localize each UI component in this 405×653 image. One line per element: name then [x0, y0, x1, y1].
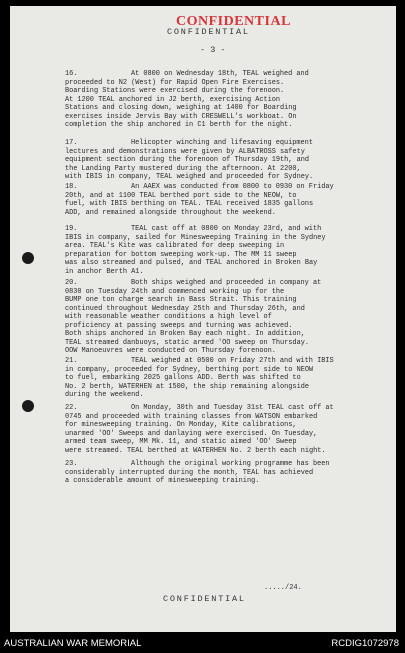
paragraph-line: with reasonable weather conditions a high level of	[65, 313, 272, 321]
paragraph	[65, 460, 383, 486]
paragraph-line: On Monday, 30th and Tuesday 31st TEAL cast off at	[131, 404, 334, 412]
classification-footer: CONFIDENTIAL	[163, 594, 246, 604]
paragraph-number: 20.	[65, 279, 78, 287]
paragraph-line: BUMP one ton charge search in Bass Strait. This training	[65, 296, 297, 304]
paragraph-line: a considerable amount of minesweeping training.	[65, 477, 260, 485]
paragraph-line: equipment section during the forenoon of Thursday 19th, and	[65, 156, 309, 164]
paragraph-line: ADD, and remained alongside throughout the weekend.	[65, 208, 276, 217]
paragraph-line: was also streamed and pulsed, and TEAL anchored in Broken Bay	[65, 259, 318, 267]
paragraph-number: 16.	[65, 70, 78, 78]
paragraph-line: At 1200 TEAL anchored in J2 berth, exercising Action	[65, 95, 281, 104]
paragraph	[65, 139, 383, 182]
paragraph	[65, 183, 383, 217]
document-page	[10, 6, 396, 632]
paragraph-line: fuel, with IBIS berthing on TEAL. TEAL received 1835 gallons	[65, 200, 314, 208]
paragraph	[65, 279, 383, 356]
paragraph-line: continued throughout Wednesday 25th and Thursday 26th, and	[65, 304, 305, 313]
paragraph-number: 22.	[65, 404, 78, 412]
paragraph-line: to fuel, embarking 2025 gallons ADD. Berth was shifted to	[65, 374, 301, 382]
paragraph-line: IBIS in company, sailed for Minesweeping Training in the Sydney	[65, 233, 326, 242]
punch-hole	[22, 252, 34, 264]
paragraph	[65, 404, 383, 455]
paragraph-line: in anchor Berth A1.	[65, 267, 144, 276]
paragraph-line: At 0800 on Wednesday 18th, TEAL weighed and	[131, 70, 309, 78]
punch-hole	[22, 400, 34, 412]
paragraph-line: Although the original working programme has been	[131, 460, 330, 468]
paragraph-line: armed team sweep, MM Mk. 11, and static aimed 'OO' Sweep	[65, 438, 297, 446]
classification-header: CONFIDENTIAL	[167, 27, 250, 37]
paragraph-number: 23.	[65, 460, 78, 468]
paragraph-line: during the weekend.	[65, 391, 144, 399]
paragraph-line: TEAL cast off at 0800 on Monday 23rd, and with	[131, 225, 322, 233]
paragraph-line: proficiency at passing sweeps and turning was achieved.	[65, 321, 293, 330]
paragraph-number: 21.	[65, 357, 78, 365]
paragraph-number: 18.	[65, 183, 78, 191]
archive-reference: RCDIG1072978	[331, 638, 399, 649]
paragraph-line: 0830 on Tuesday 24th and commenced working up for the	[65, 287, 285, 296]
paragraph-line: completion the ship anchored in C1 berth for the night.	[65, 121, 293, 129]
paragraph-line: An AAEX was conducted from 0800 to 0930 on Friday	[131, 183, 334, 191]
paragraph-line: Boarding Stations were exercised during the forenoon.	[65, 87, 285, 95]
paragraph-line: for minesweeping training. On Monday, Kite calibrations,	[65, 421, 297, 429]
folio-continuation: ...../24.	[264, 584, 302, 592]
paragraph-line: in company, proceeded for Sydney, berthing port side to NEOW	[65, 365, 314, 374]
paragraph-line: area. TEAL's Kite was calibrated for deep sweeping in	[65, 242, 285, 250]
paragraph-line: were streamed. TEAL berthed at WATERHEN No. 2 berth each night.	[65, 446, 326, 455]
archive-name: AUSTRALIAN WAR MEMORIAL	[4, 638, 142, 649]
paragraph-line: exercises inside Jervis Bay with CRESWELL's workboat. On	[65, 112, 297, 121]
paragraph-line: OOW Manoeuvres were conducted on Thursday forenoon.	[65, 347, 276, 355]
paragraph-line: TEAL weighed at 0500 on Friday 27th and with IBIS	[131, 357, 334, 365]
paragraph-line: unarmed 'OO' Sweeps and danlaying were exercised. On Tuesday,	[65, 429, 318, 438]
paragraph	[65, 225, 383, 276]
paragraph-line: the Landing Party mustered during the afternoon. At 2200,	[65, 164, 301, 173]
paragraph	[65, 70, 383, 130]
paragraph-line: Stations and closing down, weighing at 1400 for Boarding	[65, 104, 297, 112]
paragraph-line: preparation for bottom sweeping work-up. The MM 11 sweep	[65, 250, 297, 259]
paragraph-line: lectures and demonstrations were given by ALBATROSS safety	[65, 147, 305, 156]
paragraph	[65, 357, 383, 400]
paragraph-line: with IBIS in company, TEAL weighed and proceeded for Sydney.	[65, 173, 314, 181]
paragraph-line: 0745 and proceeded with training classes from WATSON embarked	[65, 412, 318, 421]
paragraph-line: Both ships anchored in Broken Bay each night. In addition,	[65, 330, 305, 338]
page-number: - 3 -	[200, 45, 226, 55]
paragraph-line: 20th, and at 1100 TEAL berthed port side to the NEOW, to	[65, 191, 297, 200]
confidential-stamp: CONFIDENTIAL	[176, 14, 291, 29]
paragraph-number: 17.	[65, 139, 78, 147]
paragraph-line: Both ships weighed and proceeded in company at	[131, 279, 322, 287]
paragraph-line: Helicopter winching and lifesaving equipment	[131, 139, 313, 147]
paragraph-number: 19.	[65, 225, 78, 233]
paragraph-line: proceeded to N2 (West) for Rapid Open Fire Exercises.	[65, 78, 285, 87]
paragraph-line: considerably interrupted during the month, TEAL has achieved	[65, 468, 314, 477]
paragraph-line: No. 2 berth, WATERHEN at 1500, the ship remaining alongside	[65, 382, 309, 391]
paragraph-line: TEAL streamed danbuoys, static armed 'OO sweep on Thursday.	[65, 338, 309, 347]
